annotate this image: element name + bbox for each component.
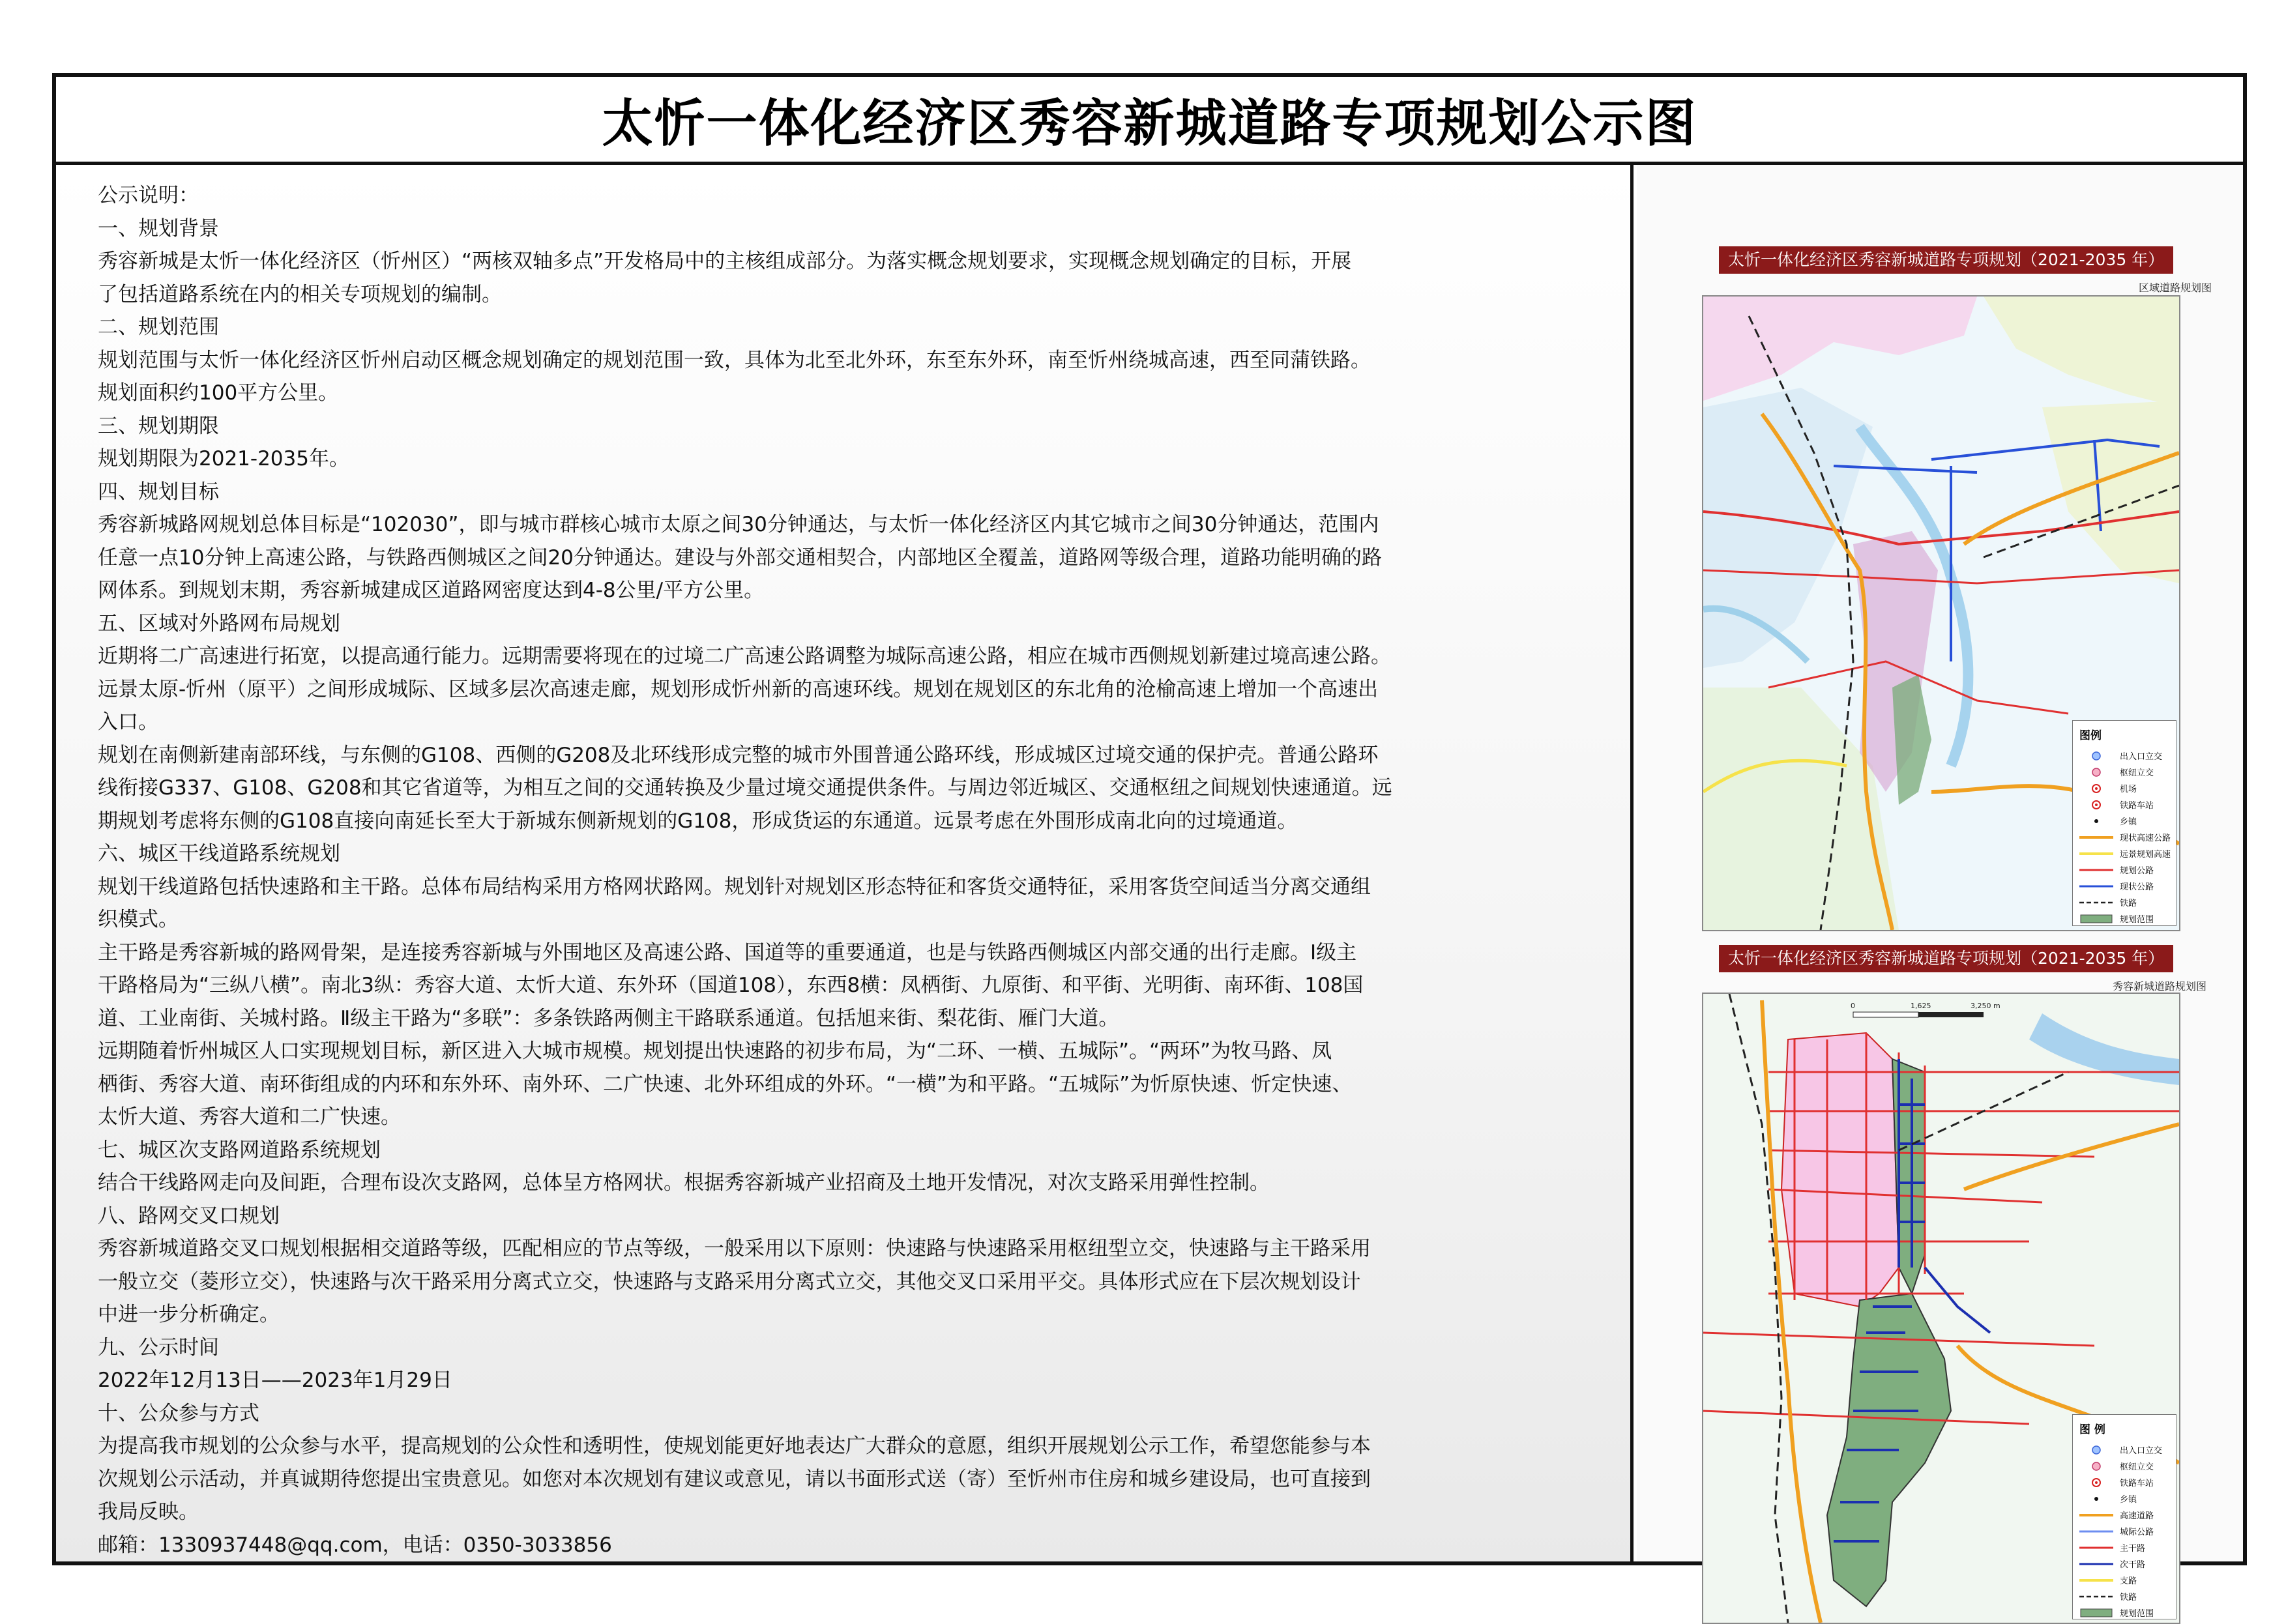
line-blue-icon — [2079, 882, 2113, 891]
legend-label: 乡镇 — [2120, 817, 2137, 827]
legend-label: 规划范围 — [2120, 915, 2154, 925]
map1-regional-road-plan — [1702, 295, 2180, 931]
notice-line: 十、公众参与方式 — [98, 1401, 259, 1425]
notice-text-column — [56, 165, 1634, 1561]
circle-pink-icon — [2079, 768, 2113, 777]
notice-line: 秀容新城道路交叉口规划根据相交道路等级，匹配相应的节点等级，一般采用以下原则：快速路与快速路采用枢纽型立交，快速路与主干路采用 — [98, 1237, 1371, 1260]
notice-line: 中进一步分析确定。 — [98, 1303, 280, 1326]
legend-item — [2079, 1539, 2169, 1556]
legend-label: 枢纽立交 — [2120, 1462, 2154, 1472]
line-red-icon — [2079, 865, 2113, 875]
page-title: 太忻一体化经济区秀容新城道路专项规划公示图 — [602, 94, 1697, 153]
line-lightblue-icon — [2079, 1527, 2113, 1536]
legend-label: 乡镇 — [2120, 1495, 2137, 1505]
notice-line: 次规划公示活动，并真诚期待您提出宝贵意见。如您对本次规划有建议或意见，请以书面形式送（寄）至忻州市住房和城乡建设局，也可直接到 — [98, 1467, 1371, 1491]
map2-scale-label-1: 1,625 — [1911, 1002, 1931, 1010]
legend-label: 铁路车站 — [2120, 801, 2154, 811]
legend-label: 规划公路 — [2120, 866, 2154, 876]
notice-line: 秀容新城是太忻一体化经济区（忻州区）“两核双轴多点”开发格局中的主核组成部分。为落实概念规划要求，实现概念规划确定的目标，开展 — [98, 250, 1352, 273]
legend-label: 规划范围 — [2120, 1609, 2154, 1619]
legend-item — [2079, 1474, 2169, 1490]
legend-label: 远景规划高速 — [2120, 850, 2171, 860]
map2-subtitle: 秀容新城道路规划图 — [2113, 980, 2207, 993]
legend-item — [2079, 845, 2169, 862]
notice-line: 一、规划背景 — [98, 216, 219, 240]
line-red-icon — [2079, 1543, 2113, 1552]
map2-legend — [2072, 1414, 2176, 1619]
legend-label: 支路 — [2120, 1576, 2137, 1586]
line-orange-icon — [2079, 1511, 2113, 1520]
notice-line: 我局反映。 — [98, 1500, 199, 1524]
map1-subtitle: 区域道路规划图 — [2139, 282, 2212, 294]
notice-line: 八、路网交叉口规划 — [98, 1204, 280, 1228]
notice-line: 邮箱：1330937448@qq.com，电话：0350-3033856 — [98, 1533, 612, 1557]
notice-line: 九、公示时间 — [98, 1335, 219, 1359]
notice-line: 太忻大道、秀容大道和二广快速。 — [98, 1105, 401, 1129]
notice-line: 道、工业南街、关城村路。Ⅱ级主干路为“多联”：多条铁路两侧主干路联系通道。包括旭来街、梨花街、雁门大道。 — [98, 1006, 1119, 1030]
legend-label: 铁路 — [2120, 1593, 2137, 1602]
line-dash-icon — [2079, 898, 2113, 907]
map2-xiurong-road-plan — [1702, 993, 2180, 1624]
legend-item — [2079, 1458, 2169, 1474]
legend-label: 主干路 — [2120, 1544, 2146, 1554]
legend-item — [2079, 1490, 2169, 1507]
notice-line: 主干路是秀容新城的路网骨架，是连接秀容新城与外围地区及高速公路、国道等的重要通道，也是与铁路西侧城区内部交通的出行走廊。Ⅰ级主 — [98, 940, 1357, 964]
legend-label: 现状高速公路 — [2120, 834, 2171, 843]
notice-line: 入口。 — [98, 710, 158, 734]
notice-line: 线衔接G337、G108、G208和其它省道等，为相互之间的交通转换及少量过境交通提供条件。与周边邻近城区、交通枢纽之间规划快速通道。远 — [98, 776, 1392, 800]
legend-item — [2079, 1588, 2169, 1604]
notice-line: 了包括道路系统在内的相关专项规划的编制。 — [98, 282, 502, 306]
notice-line: 七、城区次支路网道路系统规划 — [98, 1138, 381, 1162]
notice-line: 五、区域对外路网布局规划 — [98, 611, 340, 635]
legend-item — [2079, 1604, 2169, 1621]
notice-line: 三、规划期限 — [98, 414, 219, 438]
legend-item — [2079, 764, 2169, 780]
legend-label: 现状公路 — [2120, 882, 2154, 892]
circle-red-icon — [2079, 1478, 2113, 1487]
legend-label: 铁路 — [2120, 899, 2137, 908]
map2-banner: 太忻一体化经济区秀容新城道路专项规划（2021-2035 年） — [1719, 945, 2173, 972]
notice-line: 秀容新城路网规划总体目标是“102030”，即与城市群核心城市太原之间30分钟通达，与太忻一体化经济区内其它城市之间30分钟通达，范围内 — [98, 513, 1379, 536]
legend-label: 枢纽立交 — [2120, 768, 2154, 778]
legend-label: 铁路车站 — [2120, 1479, 2154, 1488]
notice-line: 远景太原-忻州（原平）之间形成城际、区域多层次高速走廊，规划形成忻州新的高速环线。规划在规划区的东北角的沧榆高速上增加一个高速出 — [98, 677, 1379, 701]
legend-item — [2079, 878, 2169, 894]
poster-frame — [52, 73, 2247, 1619]
circle-red-icon — [2079, 784, 2113, 793]
legend-item — [2079, 910, 2169, 927]
notice-line: 规划面积约100平方公里。 — [98, 381, 339, 405]
legend-label: 出入口立交 — [2120, 752, 2163, 762]
notice-line: 规划期限为2021-2035年。 — [98, 447, 349, 471]
legend-label: 机场 — [2120, 785, 2137, 794]
notice-line: 任意一点10分钟上高速公路，与铁路西侧城区之间20分钟通达。建设与外部交通相契合，内部地区全覆盖，道路网等级合理，道路功能明确的路 — [98, 545, 1382, 570]
map2-scale-label-0: 0 — [1851, 1002, 1855, 1010]
line-orange-icon — [2079, 833, 2113, 842]
legend-item — [2079, 829, 2169, 845]
legend-item — [2079, 1572, 2169, 1588]
circle-blue-icon — [2079, 751, 2113, 761]
notice-line: 网体系。到规划末期，秀容新城建成区道路网密度达到4-8公里/平方公里。 — [98, 579, 765, 602]
notice-line: 规划干线道路包括快速路和主干路。总体布局结构采用方格网状路网。规划针对规划区形态特征和客货交通特征，采用客货空间适当分离交通组 — [98, 875, 1371, 899]
notice-line: 一般立交（菱形立交），快速路与次干路采用分离式立交，快速路与支路采用分离式立交，其他交叉口采用平交。具体形式应在下层次规划设计 — [98, 1269, 1361, 1294]
notice-line: 六、城区干线道路系统规划 — [98, 842, 340, 865]
notice-line: 公示说明： — [98, 184, 199, 207]
notice-line: 为提高我市规划的公众参与水平，提高规划的公众性和透明性，使规划能更好地表达广大群众的意愿，组织开展规划公示工作，希望您能参与本 — [98, 1434, 1371, 1458]
line-yellow-icon — [2079, 1576, 2113, 1585]
legend-item — [2079, 1523, 2169, 1539]
box-green-icon — [2079, 914, 2113, 923]
dot-black-icon — [2079, 817, 2113, 826]
dot-black-icon — [2079, 1494, 2113, 1503]
legend-label: 高速道路 — [2120, 1511, 2154, 1521]
notice-line: 干路格局为“三纵八横”。南北3纵：秀容大道、太忻大道、东外环（国道108），东西8横：凤栖街、九原街、和平街、光明街、南环街、108国 — [98, 974, 1364, 997]
notice-line: 结合干线路网走向及间距，合理布设次支路网，总体呈方格网状。根据秀容新城产业招商及土地开发情况，对次支路采用弹性控制。 — [98, 1171, 1270, 1195]
circle-pink-icon — [2079, 1462, 2113, 1471]
notice-line: 规划范围与太忻一体化经济区忻州启动区概念规划确定的规划范围一致，具体为北至北外环，东至东外环，南至忻州绕城高速，西至同蒲铁路。 — [98, 348, 1371, 372]
legend-item — [2079, 747, 2169, 764]
notice-line: 四、规划目标 — [98, 480, 219, 504]
legend-item — [2079, 894, 2169, 910]
map2-scale-label-2: 3,250 m — [1971, 1002, 2000, 1010]
legend-item — [2079, 796, 2169, 813]
line-navy-icon — [2079, 1559, 2113, 1569]
map1-legend-title: 图例 — [2079, 729, 2102, 742]
notice-line: 栖街、秀容大道、南环街组成的内环和东外环、南外环、二广快速、北外环组成的外环。“一横”为和平路。“五城际”为忻原快速、忻定快速、 — [98, 1072, 1353, 1096]
notice-line: 织模式。 — [98, 908, 179, 931]
legend-item — [2079, 862, 2169, 878]
notice-line: 规划在南侧新建南部环线，与东侧的G108、西侧的G208及北环线形成完整的城市外围普通公路环线，形成城区过境交通的保护壳。普通公路环 — [98, 743, 1379, 767]
line-dash-icon — [2079, 1592, 2113, 1601]
map2-legend-title: 图 例 — [2079, 1423, 2105, 1436]
box-green-icon — [2079, 1608, 2113, 1617]
legend-label: 次干路 — [2120, 1560, 2146, 1570]
notice-line: 远期随着忻州城区人口实现规划目标，新区进入大城市规模。规划提出快速路的初步布局，为“二环、一横、五城际”。“两环”为牧马路、凤 — [98, 1039, 1332, 1063]
circle-blue-icon — [2079, 1445, 2113, 1455]
notice-line: 二、规划范围 — [98, 315, 219, 339]
map-column — [1637, 165, 2243, 1619]
legend-item — [2079, 1556, 2169, 1572]
notice-line: 近期将二广高速进行拓宽，以提高通行能力。远期需要将现在的过境二广高速公路调整为城际高速公路，相应在城市西侧规划新建过境高速公路。 — [98, 645, 1391, 668]
notice-line: 2022年12月13日——2023年1月29日 — [98, 1369, 452, 1392]
legend-item — [2079, 813, 2169, 829]
notice-line: 期规划考虑将东侧的G108直接向南延长至大于新城东侧新规划的G108，形成货运的东通道。远景考虑在外围形成南北向的过境通道。 — [98, 809, 1298, 833]
circle-red-icon — [2079, 800, 2113, 809]
map1-legend — [2072, 720, 2176, 926]
legend-item — [2079, 1442, 2169, 1458]
legend-label: 出入口立交 — [2120, 1446, 2163, 1456]
legend-label: 城际公路 — [2120, 1528, 2154, 1537]
map1-banner: 太忻一体化经济区秀容新城道路专项规划（2021-2035 年） — [1719, 246, 2173, 274]
legend-item — [2079, 1507, 2169, 1523]
line-yellow-icon — [2079, 849, 2113, 858]
legend-item — [2079, 780, 2169, 796]
title-bar — [56, 77, 2243, 165]
